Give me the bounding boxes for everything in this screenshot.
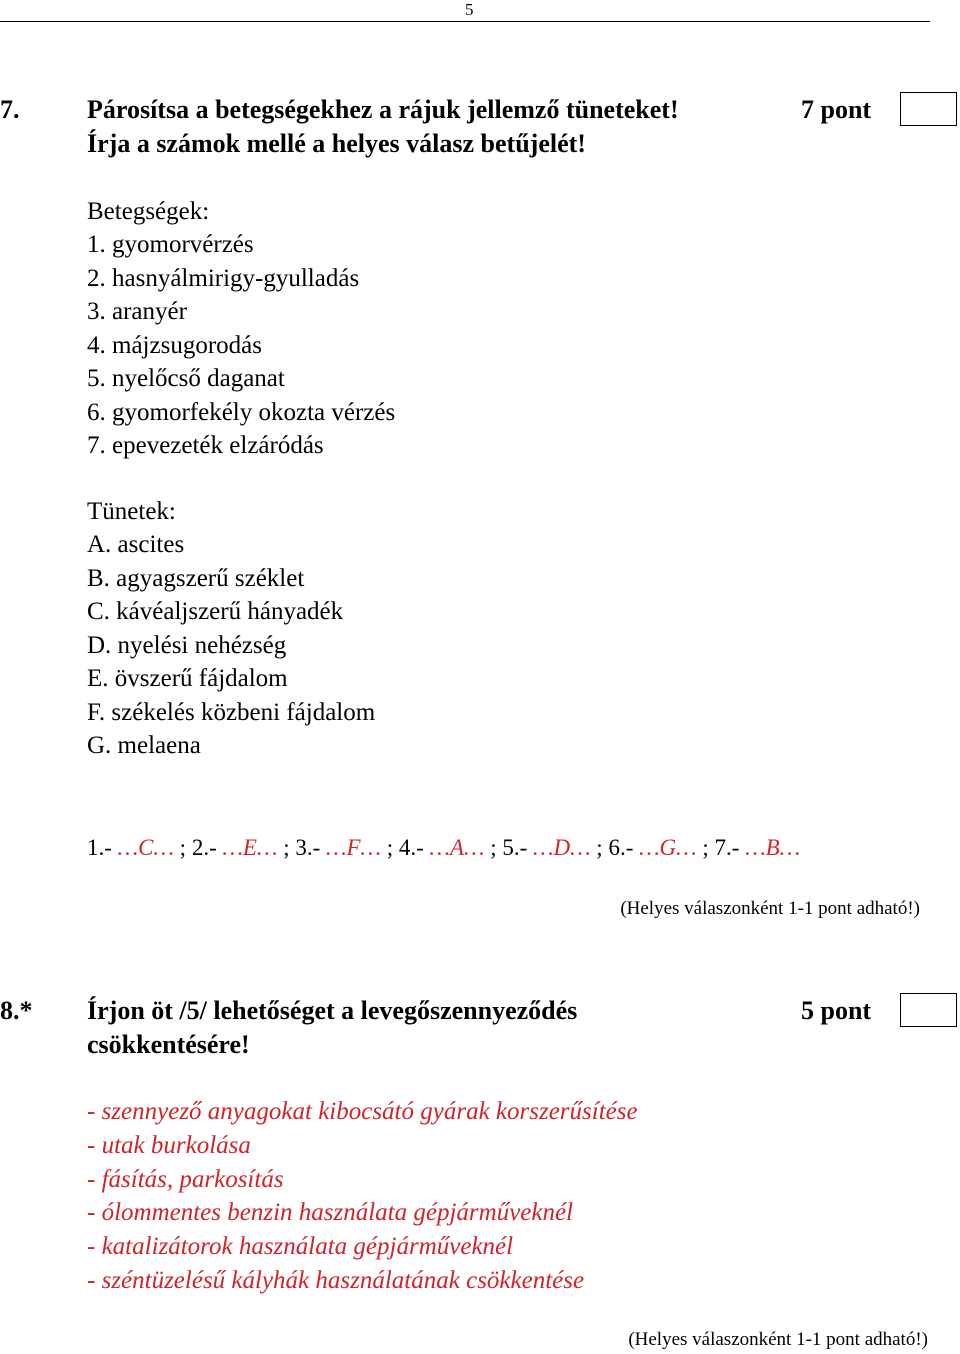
q8-answer-list	[87, 1095, 638, 1298]
q8-title-line1: Írjon öt /5/ lehetőséget a levegőszennyeződés	[87, 996, 578, 1025]
answer-item: - szennyező anyagokat kibocsátó gyárak korszerűsítése	[87, 1098, 638, 1125]
answer-prefix: 2.-	[191, 835, 223, 860]
q7-answer-line	[87, 832, 800, 864]
answer-value: …A…	[429, 835, 485, 860]
answer-separator: ;	[696, 835, 715, 860]
answer-item: - széntüzelésű kályhák használatának csökkentése	[87, 1266, 585, 1294]
disease-item: 3. aranyér	[87, 298, 187, 325]
answer-prefix: 3.-	[295, 835, 326, 860]
q7-score-box[interactable]	[900, 92, 957, 126]
q8-scoring-note: (Helyes válaszonként 1-1 pont adható!)	[628, 1329, 928, 1350]
answer-prefix: 1.-	[87, 835, 118, 860]
answer-value: …D…	[533, 835, 591, 860]
q7-diseases-heading: Betegségek:	[87, 198, 210, 225]
symptom-item: C. kávéaljszerű hányadék	[87, 598, 344, 625]
answer-prefix: 4.-	[398, 835, 430, 860]
q7-symptoms-list	[87, 528, 375, 763]
answer-item: - ólommentes benzin használata gépjárműveknél	[87, 1199, 574, 1227]
disease-item: 7. epevezeték elzáródás	[87, 432, 324, 459]
q7-symptoms-heading: Tünetek:	[87, 498, 176, 525]
q7-diseases-list	[87, 228, 395, 463]
disease-item: 4. májzsugorodás	[87, 331, 262, 359]
answer-value: …E…	[222, 835, 278, 860]
q7-scoring-note: (Helyes válaszonként 1-1 pont adható!)	[620, 898, 920, 919]
q7-title-line1: Párosítsa a betegségekhez a rájuk jellemző tüneteket!	[87, 95, 679, 124]
answer-value: …C…	[117, 835, 174, 860]
answer-separator: ;	[173, 835, 192, 860]
disease-item: 1. gyomorvérzés	[87, 231, 254, 258]
answer-separator: ;	[277, 835, 296, 860]
q7-title-line2: Írja a számok mellé a helyes válasz betűjelét!	[87, 129, 586, 158]
q7-number: 7.	[0, 95, 20, 124]
answer-value: …G…	[639, 835, 697, 860]
symptom-item: F. székelés közbeni fájdalom	[87, 698, 376, 726]
q8-number: 8.*	[0, 996, 33, 1025]
symptom-item: A. ascites	[87, 531, 185, 558]
answer-value: …B…	[745, 835, 801, 860]
symptom-item: D. nyelési nehézség	[87, 631, 287, 659]
q7-points: 7 pont	[801, 95, 872, 124]
q8-title-line2: csökkentésére!	[87, 1030, 250, 1059]
answer-separator: ;	[590, 835, 609, 860]
answer-prefix: 5.-	[502, 835, 534, 860]
answer-prefix: 6.-	[608, 835, 640, 860]
answer-separator: ;	[380, 835, 399, 860]
answer-prefix: 7.-	[714, 835, 746, 860]
answer-separator: ;	[484, 835, 503, 860]
disease-item: 6. gyomorfekély okozta vérzés	[87, 398, 396, 426]
answer-item: - katalizátorok használata gépjárműveknél	[87, 1233, 514, 1261]
answer-item: - utak burkolása	[87, 1131, 251, 1159]
q8-score-box[interactable]	[900, 993, 957, 1027]
symptom-item: G. melaena	[87, 732, 201, 759]
disease-item: 5. nyelőcső daganat	[87, 365, 285, 392]
disease-item: 2. hasnyálmirigy-gyulladás	[87, 264, 360, 292]
answer-value: …F…	[326, 835, 381, 860]
header-rule	[0, 21, 930, 22]
symptom-item: E. övszerű fájdalom	[87, 665, 288, 692]
q8-points: 5 pont	[801, 996, 872, 1025]
answer-item: - fásítás, parkosítás	[87, 1165, 284, 1193]
page-number: 5	[465, 0, 474, 19]
symptom-item: B. agyagszerű széklet	[87, 564, 305, 592]
